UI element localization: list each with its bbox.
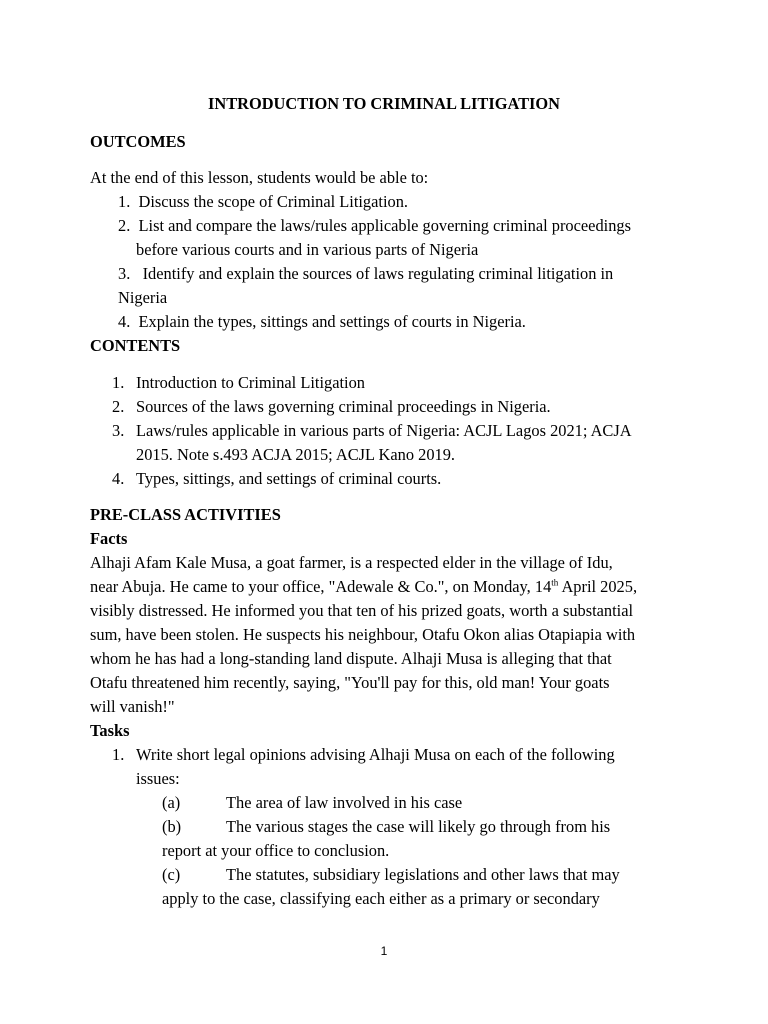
list-text: Identify and explain the sources of laws regulating criminal litigation in bbox=[142, 264, 614, 283]
subitem-text: The area of law involved in his case bbox=[226, 793, 463, 812]
subitem-label: (a) bbox=[162, 793, 181, 812]
list-text-continued: issues: bbox=[136, 769, 180, 788]
paragraph-line: whom he has had a long-standing land dispute. Alhaji Musa is alleging that that bbox=[90, 649, 612, 668]
outcomes-heading: OUTCOMES bbox=[90, 132, 186, 151]
page-number: 1 bbox=[380, 944, 388, 958]
contents-heading: CONTENTS bbox=[90, 336, 181, 355]
list-text: List and compare the laws/rules applicable governing criminal proceedings bbox=[138, 216, 631, 235]
list-number: 3. bbox=[112, 421, 125, 440]
list-number: 4. bbox=[118, 312, 131, 331]
list-text: Sources of the laws governing criminal proceedings in Nigeria. bbox=[136, 397, 551, 416]
subitem-label: (c) bbox=[162, 865, 181, 884]
paragraph-line: Otafu threatened him recently, saying, "You'll pay for this, old man! Your goats bbox=[90, 673, 610, 692]
list-text-continued: before various courts and in various parts of Nigeria bbox=[136, 240, 479, 259]
tasks-heading: Tasks bbox=[90, 721, 130, 740]
list-number: 2. bbox=[112, 397, 125, 416]
paragraph-line: Alhaji Afam Kale Musa, a goat farmer, is a respected elder in the village of Idu, bbox=[90, 553, 613, 572]
list-text-continued: Nigeria bbox=[118, 288, 168, 307]
paragraph-line: visibly distressed. He informed you that ten of his prized goats, worth a substantial bbox=[90, 601, 634, 620]
list-item bbox=[118, 216, 631, 236]
list-number: 3. bbox=[118, 264, 131, 283]
subitem-text-continued: report at your office to conclusion. bbox=[162, 841, 390, 860]
page-title: INTRODUCTION TO CRIMINAL LITIGATION bbox=[207, 94, 560, 113]
list-item bbox=[118, 312, 526, 332]
list-text: Laws/rules applicable in various parts of Nigeria: ACJL Lagos 2021; ACJA bbox=[136, 421, 632, 440]
preclass-heading: PRE-CLASS ACTIVITIES bbox=[90, 505, 281, 524]
subitem-text: The various stages the case will likely go through from his bbox=[226, 817, 611, 836]
list-text: Types, sittings, and settings of criminal courts. bbox=[136, 469, 442, 488]
subitem-label: (b) bbox=[162, 817, 182, 836]
list-text: Discuss the scope of Criminal Litigation. bbox=[138, 192, 408, 211]
paragraph-line: will vanish!" bbox=[90, 697, 175, 716]
list-item bbox=[118, 264, 613, 284]
list-number: 2. bbox=[118, 216, 131, 235]
subitem-text-continued: apply to the case, classifying each either as a primary or secondary bbox=[162, 889, 600, 908]
ordinal-suffix: th bbox=[551, 577, 559, 588]
list-text: Explain the types, sittings and settings of courts in Nigeria. bbox=[138, 312, 526, 331]
list-text: Introduction to Criminal Litigation bbox=[136, 373, 365, 392]
list-item bbox=[118, 192, 408, 212]
list-number: 1. bbox=[112, 745, 125, 764]
paragraph-text: near Abuja. He came to your office, "Adewale & Co.", on Monday, 14 bbox=[90, 577, 552, 596]
list-number: 1. bbox=[112, 373, 125, 392]
paragraph-text: April 2025, bbox=[558, 577, 638, 596]
outcomes-intro: At the end of this lesson, students would be able to: bbox=[90, 168, 429, 187]
paragraph-line: sum, have been stolen. He suspects his neighbour, Otafu Okon alias Otapiapia with bbox=[90, 625, 636, 644]
list-text: Write short legal opinions advising Alhaji Musa on each of the following bbox=[136, 745, 615, 764]
subitem-text: The statutes, subsidiary legislations and other laws that may bbox=[226, 865, 620, 884]
list-number: 1. bbox=[118, 192, 131, 211]
facts-heading: Facts bbox=[90, 529, 128, 548]
list-number: 4. bbox=[112, 469, 125, 488]
paragraph-line bbox=[90, 577, 637, 597]
list-text-continued: 2015. Note s.493 ACJA 2015; ACJL Kano 2019. bbox=[136, 445, 456, 464]
